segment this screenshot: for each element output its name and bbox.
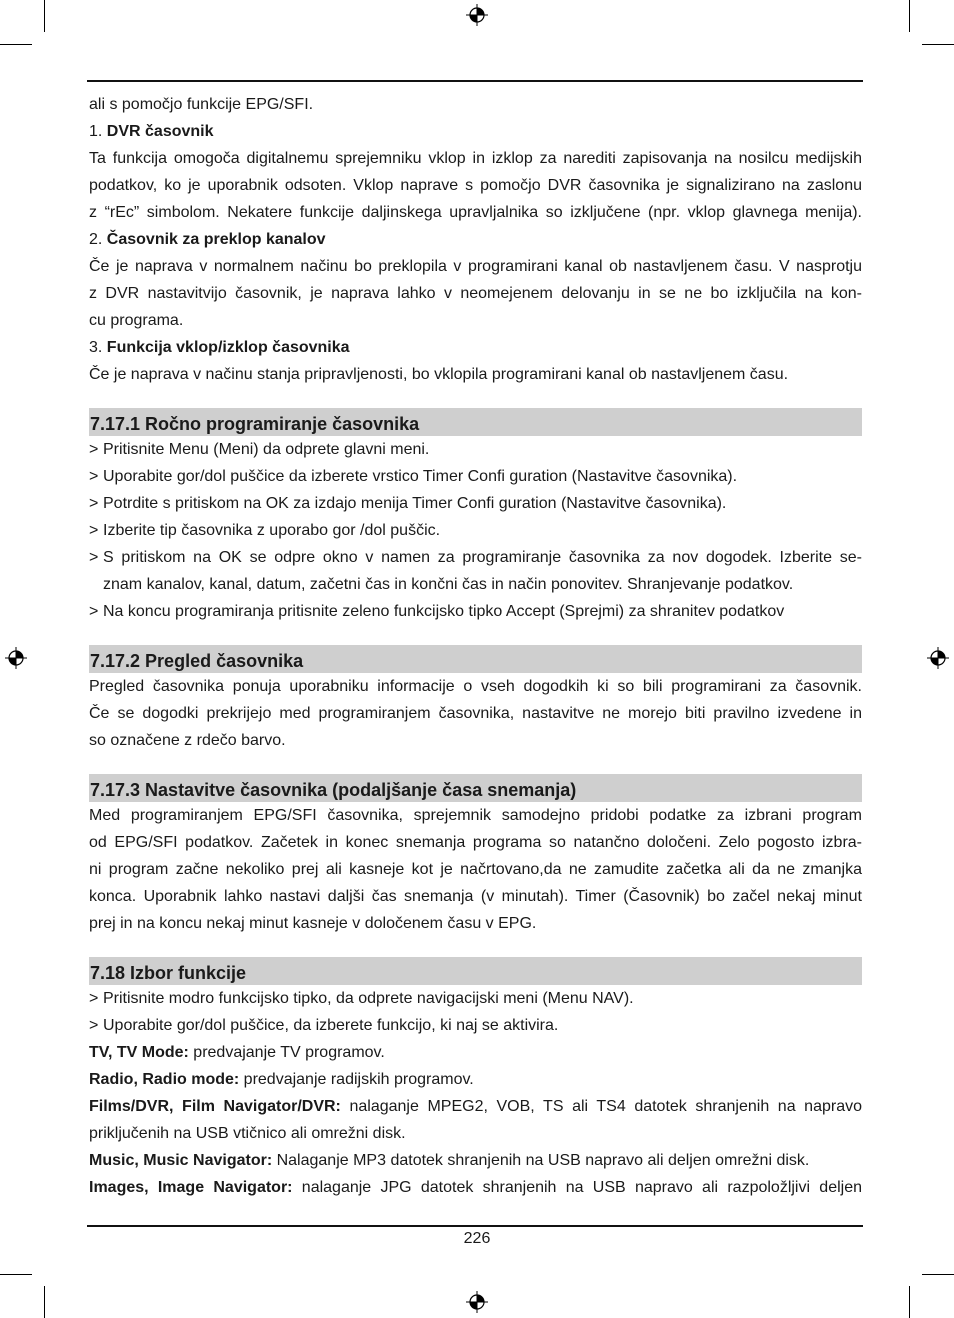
crop-mark [909,0,910,32]
paragraph-line: prej in na koncu nekaj minut kasneje v določenem času v EPG. [89,915,537,932]
mode-line-continuation: priključenih na USB vtičnico ali omrežni disk. [89,1125,406,1142]
section-heading: 7.17.1 Ročno programiranje časovnika [89,408,862,436]
paragraph-line: Ta funkcija omogoča digitalnemu sprejemniku vklop in izklop za narediti zapisovanja na nosilcu medijskih [89,150,862,167]
paragraph-line: konca. Uporabnik lahko nastavi daljši čas snemanja (v minutah). Timer (Časovnik) bo začel nekaj minut [89,888,862,905]
paragraph-line: z “rEc” simbolom. Nekatere funkcije daljinskega upravljalnika so izključene (npr. vklop glavnega menija). [89,204,862,221]
list-item: > Izberite tip časovnika z uporabo gor /dol puščic. [89,517,862,544]
registration-mark-icon [466,4,488,26]
registration-mark-icon [466,1291,488,1313]
header-rule [87,80,863,82]
item-title: 3. Funkcija vklop/izklop časovnika [89,339,350,356]
crop-mark [44,0,45,32]
section-heading: 7.18 Izbor funkcije [89,957,862,985]
paragraph-line: ni program začne nekoliko prej ali kasneje kot je načrtovano,da ne zamudite začetka ali da ne zmanjka [89,861,862,878]
bullet-marker: > [89,549,99,566]
list-item-continuation: znam kanalov, kanal, datum, začetni čas in končni čas in način ponovitev. Shranjevanje podatkov. [103,576,794,593]
item-title: 1. DVR časovnik [89,123,214,140]
paragraph-line: Pregled časovnika ponuja uporabniku informacije o vseh dogodkih ki so bili programirani za časovnik. [89,678,862,695]
item-title: 2. Časovnik za preklop kanalov [89,231,326,248]
paragraph-line: so označene z rdečo barvo. [89,732,286,749]
list-item: > Uporabite gor/dol puščice, da izberete funkcijo, ki naj se aktivira. [89,1012,862,1039]
list-item: > Pritisnite Menu (Meni) da odprete glavni meni. [89,436,862,463]
bullet-marker: > [89,1017,99,1034]
section-heading: 7.17.3 Nastavitve časovnika (podaljšanje časa snemanja) [89,774,862,802]
mode-line: Films/DVR, Film Navigator/DVR: nalaganje MPEG2, VOB, TS ali TS4 datotek shranjenih na napravo [89,1098,863,1115]
page-number: 226 [463,1230,491,1247]
bullet-marker: > [89,990,99,1007]
crop-mark [0,1274,32,1275]
bullet-marker: > [89,522,99,539]
registration-mark-icon [5,647,27,669]
section-heading: 7.17.2 Pregled časovnika [89,645,862,673]
bullet-marker: > [89,468,99,485]
mode-line: Music, Music Navigator: Nalaganje MP3 datotek shranjenih na USB napravo ali deljen omrežni disk. [89,1152,810,1169]
crop-mark [0,44,32,45]
paragraph-line: od EPG/SFI podatkov. Začetek in konec snemanja programa so natančno določeni. Zelo pogosto izbra- [89,834,862,851]
bullet-marker: > [89,495,99,512]
list-item: > S pritiskom na OK se odpre okno v namen za programiranje časovnika za nov dogodek. Izberite se- [89,544,862,571]
intro-line: ali s pomočjo funkcije EPG/SFI. [89,96,314,113]
paragraph-line: podatkov, ko je uporabnik odsoten. Vklop naprave s pomočjo DVR časovnika je signalizirano na zaslonu [89,177,862,194]
crop-mark [922,44,954,45]
bullet-marker: > [89,603,99,620]
crop-mark [909,1286,910,1318]
crop-mark [922,1274,954,1275]
crop-mark [44,1286,45,1318]
list-item: > Pritisnite modro funkcijsko tipko, da odprete navigacijski meni (Menu NAV). [89,985,862,1012]
paragraph-line: cu programa. [89,312,184,329]
list-item: > Na koncu programiranja pritisnite zeleno funkcijsko tipko Accept (Sprejmi) za shranitev podatkov [89,598,862,625]
mode-line: Images, Image Navigator: nalaganje JPG datotek shranjenih na USB napravo ali razpoložljivi deljen [89,1179,863,1196]
bullet-marker: > [89,441,99,458]
paragraph-line: Če je naprava v načinu stanja pripravljenosti, bo vklopila programirani kanal ob nastavljenem času. [89,366,789,383]
registration-mark-icon [927,647,949,669]
mode-line: Radio, Radio mode: predvajanje radijskih programov. [89,1071,474,1088]
paragraph-line: z DVR nastavitvijo časovnik, je naprava lahko v neomejenem delovanju in se ne bo izključila na kon- [89,285,862,302]
footer-rule [87,1225,863,1227]
list-item: > Uporabite gor/dol puščice da izberete vrstico Timer Confi guration (Nastavitve časovnika). [89,463,862,490]
list-item: > Potrdite s pritiskom na OK za izdajo menija Timer Confi guration (Nastavitve časovnika). [89,490,862,517]
paragraph-line: Če je naprava v normalnem načinu bo preklopila v programirani kanal ob nastavljenem času. V nasprotju [89,258,862,275]
paragraph-line: Če se dogodki prekrijejo med programiranjem časovnika, nastavitve ne morejo biti pravilno izvedene in [89,705,862,722]
paragraph-line: Med programiranjem EPG/SFI časovnika, sprejemnik samodejno pridobi podatke za izbrani program [89,807,862,824]
mode-line: TV, TV Mode: predvajanje TV programov. [89,1044,385,1061]
page-content [89,91,862,1201]
